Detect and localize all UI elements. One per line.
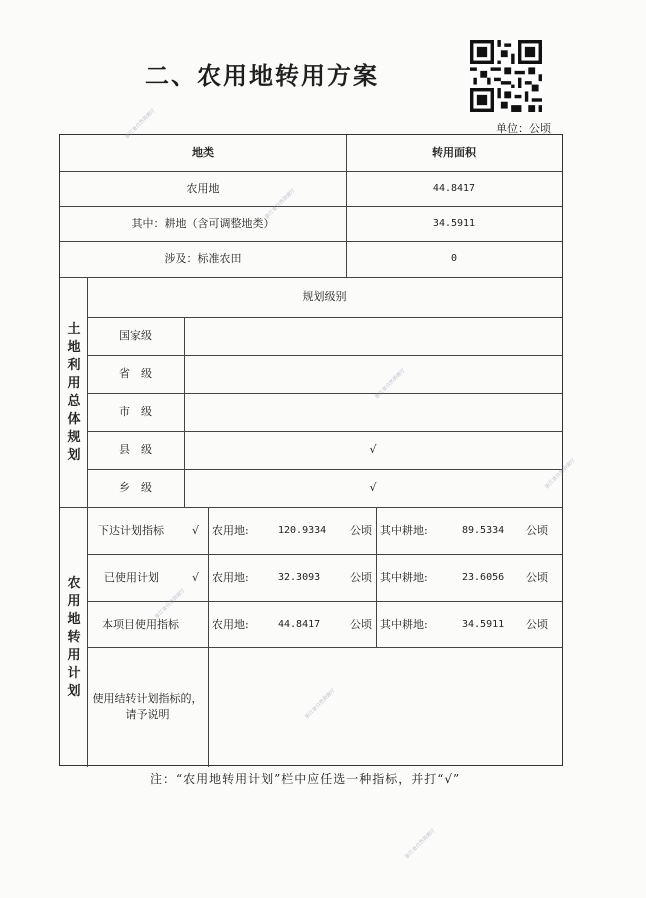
- plan-level-province: 省 级: [119, 367, 152, 380]
- plan-level-township: 乡 级: [119, 481, 152, 494]
- watermark-stamp: 浙江省自然资源厅: [264, 187, 297, 221]
- conversion-row-name: 本项目使用指标: [102, 618, 179, 631]
- watermark-stamp: 浙江省自然资源厅: [544, 457, 577, 491]
- unit-hectare: 公顷: [350, 524, 372, 537]
- row-divider: [60, 241, 562, 242]
- row-divider: [87, 554, 562, 555]
- row-divider: [87, 601, 562, 602]
- farmland-label: 农用地:: [212, 524, 249, 537]
- check-mark: √: [192, 571, 200, 584]
- row-label-cultivated: 其中：耕地（含可调整地类）: [131, 217, 275, 230]
- cultivated-value: 23.6056: [462, 572, 505, 583]
- unit-hectare: 公顷: [526, 524, 548, 537]
- unit-hectare: 公顷: [526, 571, 548, 584]
- cultivated-value: 34.5911: [462, 619, 505, 630]
- watermark-stamp: 浙江省自然资源厅: [374, 367, 407, 401]
- farmland-label: 农用地:: [212, 571, 249, 584]
- watermark-stamp: 浙江省自然资源厅: [124, 107, 157, 141]
- row-value-farmland: 44.8417: [432, 183, 476, 194]
- land-conversion-table: [59, 134, 563, 766]
- watermark-stamp: 浙江省自然资源厅: [154, 587, 187, 621]
- farmland-label: 农用地:: [212, 618, 249, 631]
- row-value-standard-farmland: 0: [450, 253, 458, 264]
- transfer-plan-note: 使用结转计划指标的，请予说明: [92, 692, 203, 721]
- conversion-row-name: 已使用计划: [104, 571, 159, 584]
- unit-label: 单位：公顷: [496, 122, 551, 135]
- column-divider: [208, 507, 209, 767]
- cultivated-label: 其中耕地:: [380, 524, 428, 537]
- unit-hectare: 公顷: [350, 571, 372, 584]
- section-divider: [60, 507, 562, 508]
- row-divider: [60, 206, 562, 207]
- check-mark: √: [192, 524, 200, 537]
- row-label-standard-farmland: 涉及：标准农田: [164, 252, 242, 265]
- watermark-stamp: 浙江省自然资源厅: [304, 687, 337, 721]
- row-divider: [87, 355, 562, 356]
- plan-level-national: 国家级: [119, 329, 152, 342]
- plan-level-header: 规划级别: [302, 290, 347, 303]
- row-divider: [60, 277, 562, 278]
- section-label-conversion-plan: 农用地转用计划: [67, 576, 81, 699]
- cultivated-value: 89.5334: [462, 525, 505, 536]
- column-header-land-type: 地类: [192, 146, 214, 159]
- column-divider: [376, 507, 377, 647]
- footer-note: 注：“农用地转用计划”栏中应任选一种指标，并打“√”: [150, 772, 461, 786]
- farmland-value: 120.9334: [278, 525, 327, 536]
- unit-hectare: 公顷: [526, 618, 548, 631]
- plan-level-city: 市 级: [119, 405, 152, 418]
- section-label-divider: [87, 277, 88, 767]
- row-divider: [87, 431, 562, 432]
- cultivated-label: 其中耕地:: [380, 571, 428, 584]
- row-divider: [87, 469, 562, 470]
- row-divider: [60, 171, 562, 172]
- qr-code-icon: [470, 40, 542, 112]
- cultivated-label: 其中耕地:: [380, 618, 428, 631]
- column-header-area: 转用面积: [432, 146, 476, 159]
- watermark-stamp: 浙江省自然资源厅: [404, 827, 437, 861]
- column-divider: [184, 317, 185, 507]
- section-label-land-plan: 土地利用总体规划: [67, 322, 81, 463]
- plan-level-county: 县 级: [119, 443, 152, 456]
- farmland-value: 32.3093: [278, 572, 321, 583]
- row-divider: [87, 393, 562, 394]
- row-label-farmland: 农用地: [186, 182, 220, 195]
- conversion-row-name: 下达计划指标: [98, 524, 164, 537]
- row-divider: [87, 647, 562, 648]
- plan-level-township-mark: √: [369, 481, 377, 494]
- page-title: 二、农用地转用方案: [145, 62, 379, 90]
- row-value-cultivated: 34.5911: [432, 218, 476, 229]
- row-divider: [87, 317, 562, 318]
- unit-hectare: 公顷: [350, 618, 372, 631]
- plan-level-county-mark: √: [369, 443, 377, 456]
- farmland-value: 44.8417: [278, 619, 321, 630]
